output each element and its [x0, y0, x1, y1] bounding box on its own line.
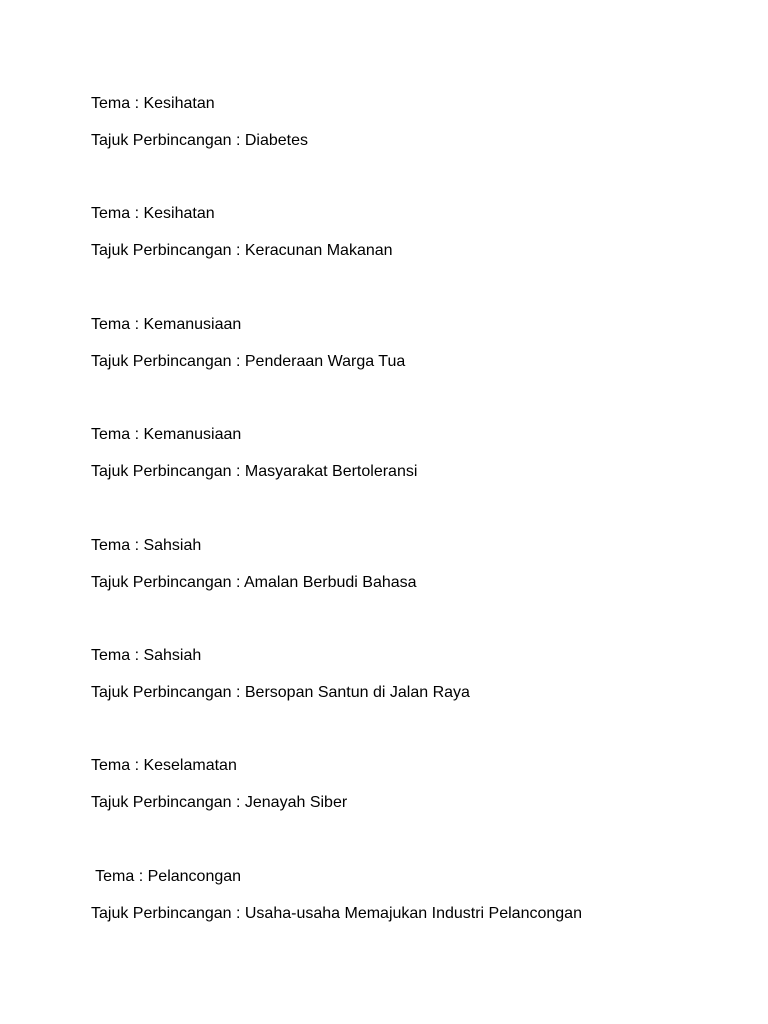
tajuk-line: Tajuk Perbincangan : Keracunan Makanan [91, 242, 393, 260]
tajuk-line: Tajuk Perbincangan : Bersopan Santun di Jalan Raya [91, 683, 470, 701]
tajuk-line: Tajuk Perbincangan : Diabetes [91, 132, 309, 149]
topic-entry [91, 425, 731, 535]
topic-entry [91, 867, 731, 977]
tema-line: Tema : Sahsiah [91, 646, 202, 664]
tema-line: Tema : Pelancongan [91, 867, 242, 885]
topic-entry [91, 756, 731, 866]
tema-line: Tema : Kemanusiaan [91, 426, 242, 444]
topic-entry [91, 204, 731, 314]
tema-line: Tema : Keselamatan [91, 757, 237, 775]
tajuk-line: Tajuk Perbincangan : Masyarakat Bertoleransi [91, 463, 418, 481]
topic-entry [91, 646, 731, 756]
topic-entry [91, 315, 731, 425]
tajuk-line: Tajuk Perbincangan : Amalan Berbudi Bahasa [91, 573, 417, 591]
tema-line: Tema : Kesihatan [91, 205, 215, 223]
tajuk-line: Tajuk Perbincangan : Penderaan Warga Tua [91, 352, 406, 370]
tema-line: Tema : Sahsiah [91, 536, 202, 554]
topic-entry [91, 94, 731, 204]
tajuk-line: Tajuk Perbincangan : Jenayah Siber [91, 794, 348, 812]
topic-list [91, 94, 731, 977]
tema-line: Tema : Kemanusiaan [91, 315, 242, 333]
tajuk-line: Tajuk Perbincangan : Usaha-usaha Memajukan Industri Pelancongan [91, 904, 582, 922]
tema-line: Tema : Kesihatan [91, 95, 215, 112]
topic-entry [91, 536, 731, 646]
